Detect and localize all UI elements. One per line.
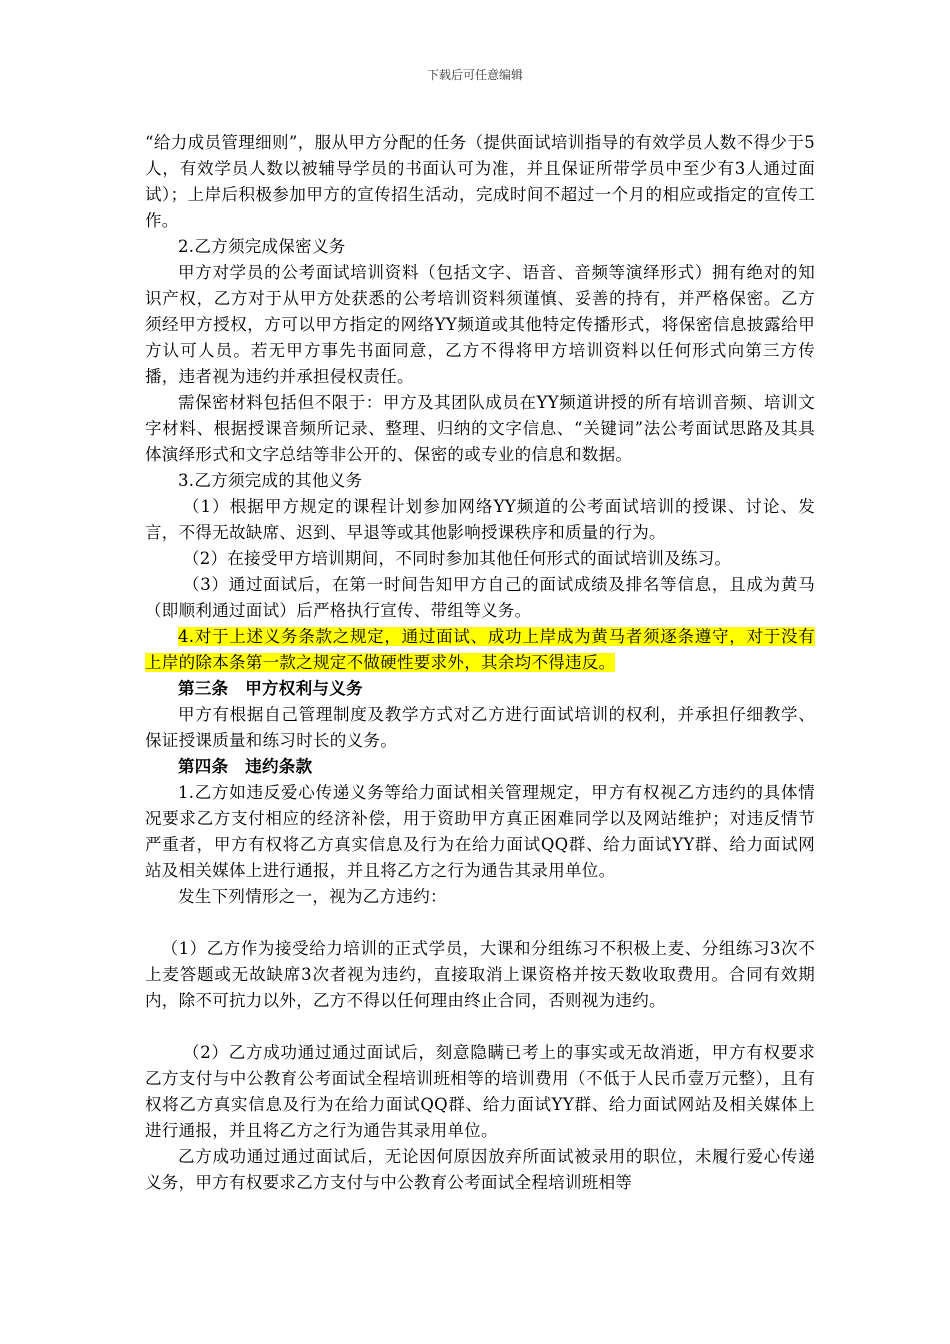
paragraph-party-a-rights: 甲方有根据自己管理制度及教学方式对乙方进行面试培训的权利，并承担仔细教学、保证授课质量和练习时长的义务。	[145, 705, 815, 750]
paragraph-duty-1: （1）根据甲方规定的课程计划参加网络YY频道的公考面试培训的授课、讨论、发言，不得无故缺席、迟到、早退等或其他影响授课秩序和质量的行为。	[145, 497, 815, 542]
heading-confidentiality-duty: 2.乙方须完成保密义务	[178, 237, 346, 256]
document-body	[145, 130, 815, 1196]
article-4-heading: 第四条 违约条款	[178, 757, 313, 776]
paragraph-confidential-materials: 需保密材料包括但不限于：甲方及其团队成员在YY频道讲授的所有培训音频、培训文字材料、根据授课音频所记录、整理、归纳的文字信息、“关键词”法公考面试思路及其具体演绎形式和文字总结等非公开的、保密的或专业的信息和数据。	[145, 393, 815, 464]
page-header: 下载后可任意编辑	[426, 68, 523, 82]
paragraph-breach-case-1: （1）乙方作为接受给力培训的正式学员，大课和分组练习不积极上麦、分组练习3次不上麦答题或无故缺席3次者视为违约，直接取消上课资格并按天数收取费用。合同有效期内，除不可抗力以外，乙方不得以任何理由终止合同，否则视为违约。	[145, 939, 815, 1010]
paragraph-breach-cases: 发生下列情形之一，视为乙方违约：	[178, 887, 447, 906]
paragraph-breach-abandon: 乙方成功通过通过面试后，无论因何原因放弃所面试被录用的职位，未履行爱心传递义务，甲方有权要求乙方支付与中公教育公考面试全程培训班相等	[145, 1147, 815, 1192]
paragraph-duty-3: （3）通过面试后，在第一时间告知甲方自己的面试成绩及排名等信息，且成为黄马（即顺利通过面试）后严格执行宣传、带组等义务。	[145, 575, 815, 620]
paragraph-highlighted-rule	[145, 624, 815, 676]
article-3-heading: 第三条 甲方权利与义务	[178, 679, 363, 698]
highlighted-text: 4.对于上述义务条款之规定，通过面试、成功上岸成为黄马者须逐条遵守，对于没有上岸的除本条第一款之规定不做硬性要求外，其余均不得违反。	[145, 627, 815, 672]
paragraph-duty-2: （2）在接受甲方培训期间，不同时参加其他任何形式的面试培训及练习。	[182, 549, 732, 568]
paragraph-confidentiality: 甲方对学员的公考面试培训资料（包括文字、语音、音频等演绎形式）拥有绝对的知识产权，乙方对于从甲方处获悉的公考培训资料须谨慎、妥善的持有，并严格保密。乙方须经甲方授权，方可以甲方指定的网络YY频道或其他特定传播形式，将保密信息披露给甲方认可人员。若无甲方事先书面同意，乙方不得将甲方培训资料以任何形式向第三方传播，违者视为违约并承担侵权责任。	[145, 263, 815, 386]
paragraph-member-rules: “给力成员管理细则”，服从甲方分配的任务（提供面试培训指导的有效学员人数不得少于5人，有效学员人数以被辅导学员的书面认可为准，并且保证所带学员中至少有3人通过面试）；上岸后积极参加甲方的宣传招生活动，完成时间不超过一个月的相应或指定的宣传工作。	[145, 133, 815, 230]
paragraph-breach-1: 1.乙方如违反爱心传递义务等给力面试相关管理规定，甲方有权视乙方违约的具体情况要求乙方支付相应的经济补偿，用于资助甲方真正困难同学以及网站维护；对违反情节严重者，甲方有权将乙方真实信息及行为在给力面试QQ群、给力面试YY群、给力面试网站及相关媒体上进行通报，并且将乙方之行为通告其录用单位。	[145, 783, 815, 880]
paragraph-breach-case-2: （2）乙方成功通过通过面试后，刻意隐瞒已考上的事实或无故消逝，甲方有权要求乙方支付与中公教育公考面试全程培训班相等的培训费用（不低于人民币壹万元整），且有权将乙方真实信息及行为在给力面试QQ群、给力面试YY群、给力面试网站及相关媒体上进行通报，并且将乙方之行为通告其录用单位。	[145, 1043, 815, 1140]
heading-other-duties: 3.乙方须完成的其他义务	[178, 471, 363, 490]
